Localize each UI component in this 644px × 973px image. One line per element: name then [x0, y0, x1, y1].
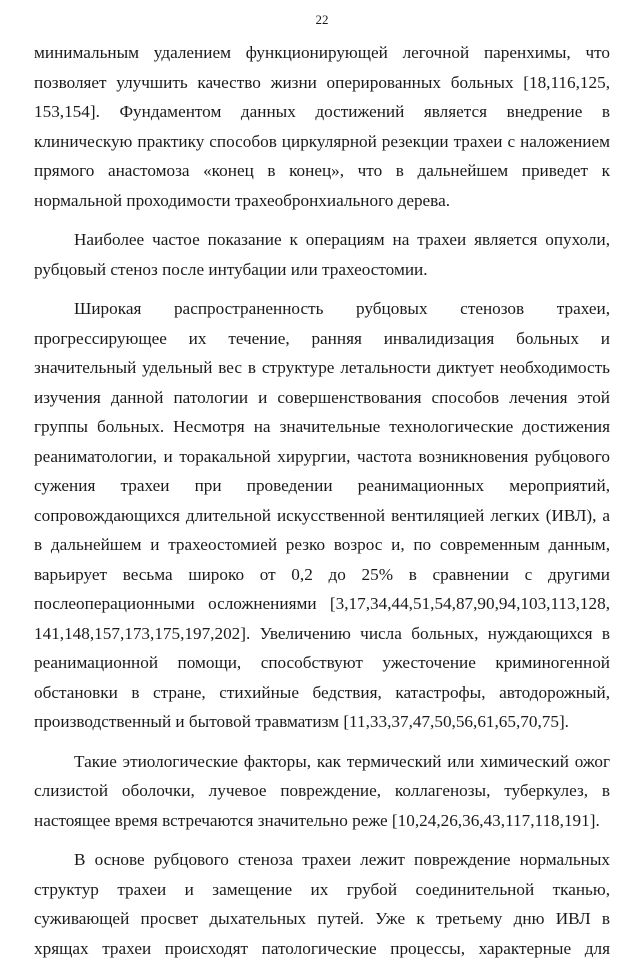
- text-line: рубцовый стеноз после интубации или трахеостомии.: [34, 259, 428, 279]
- paragraph: [34, 747, 610, 836]
- text-line: В основе рубцового стеноза трахеи лежит повреждение нормальных: [74, 850, 610, 869]
- text-line: сужения трахеи при проведении реанимационных мероприятий,: [34, 476, 610, 495]
- text-line: реаниматологии, и торакальной хирургии, частота возникновения рубцового: [34, 446, 610, 466]
- text-line: слизистой оболочки, лучевое повреждение, коллагенозы, туберкулез, в: [34, 781, 610, 800]
- text-line: группы больных. Несмотря на значительные технологические достижения: [34, 417, 610, 436]
- text-line: нормальной проходимости трахеобронхиального дерева.: [34, 190, 450, 210]
- paragraph: [34, 225, 610, 284]
- text-line: хрящах трахеи происходят патологические процессы, характерные для: [34, 938, 610, 958]
- text-line: варьирует весьма широко от 0,2 до 25% в сравнении с другими: [34, 564, 610, 584]
- text-line: суживающей просвет дыхательных путей. Уже к третьему дню ИВЛ в: [34, 909, 610, 928]
- paragraph: [34, 38, 610, 215]
- text-line: клиническую практику способов циркулярной резекции трахеи с наложением: [34, 131, 610, 151]
- text-line: изучения данной патологии и совершенствования способов лечения этой: [34, 387, 610, 407]
- text-line: структур трахеи и замещение их грубой соединительной тканью,: [34, 879, 610, 899]
- text-line: значительный удельный вес в структуре летальности диктует необходимость: [34, 358, 610, 377]
- text-line: прогрессирующее их течение, ранняя инвалидизация больных и: [34, 328, 610, 348]
- text-line: настоящее время встречаются значительно реже [10,24,26,36,43,117,118,191].: [34, 810, 600, 830]
- text-line: в дальнейшем и трахеостомией резко возрос и, по современным данным,: [34, 535, 610, 554]
- text-line: 153,154]. Фундаментом данных достижений является внедрение в: [34, 102, 610, 121]
- text-line: прямого анастомоза «конец в конец», что в дальнейшем приведет к: [34, 161, 610, 180]
- text-line: позволяет улучшить качество жизни оперированных больных [18,116,125,: [34, 72, 610, 92]
- text-line: Такие этиологические факторы, как термический или химический ожог: [74, 751, 610, 771]
- text-line: 141,148,157,173,175,197,202]. Увеличению числа больных, нуждающихся в: [34, 623, 610, 643]
- text-line: обстановки в стране, стихийные бедствия, катастрофы, автодорожный,: [34, 682, 610, 702]
- text-line: производственный и бытовой травматизм [11,33,37,47,50,56,61,65,70,75].: [34, 712, 569, 731]
- page-number: 22: [315, 12, 329, 27]
- text-line: Широкая распространенность рубцовых стенозов трахеи,: [74, 299, 610, 318]
- paragraph: [34, 845, 610, 963]
- text-line: реанимационной помощи, способствуют ужесточение криминогенной: [34, 653, 610, 672]
- text-line: минимальным удалением функционирующей легочной паренхимы, что: [34, 43, 610, 62]
- text-line: Наиболее частое показание к операциям на трахеи является опухоли,: [74, 230, 610, 249]
- paragraph: [34, 294, 610, 737]
- document-body: [34, 38, 610, 973]
- text-line: сопровождающихся длительной искусственной вентиляцией легких (ИВЛ), а: [34, 505, 610, 525]
- text-line: послеоперационными осложнениями [3,17,34,44,51,54,87,90,94,103,113,128,: [34, 594, 610, 613]
